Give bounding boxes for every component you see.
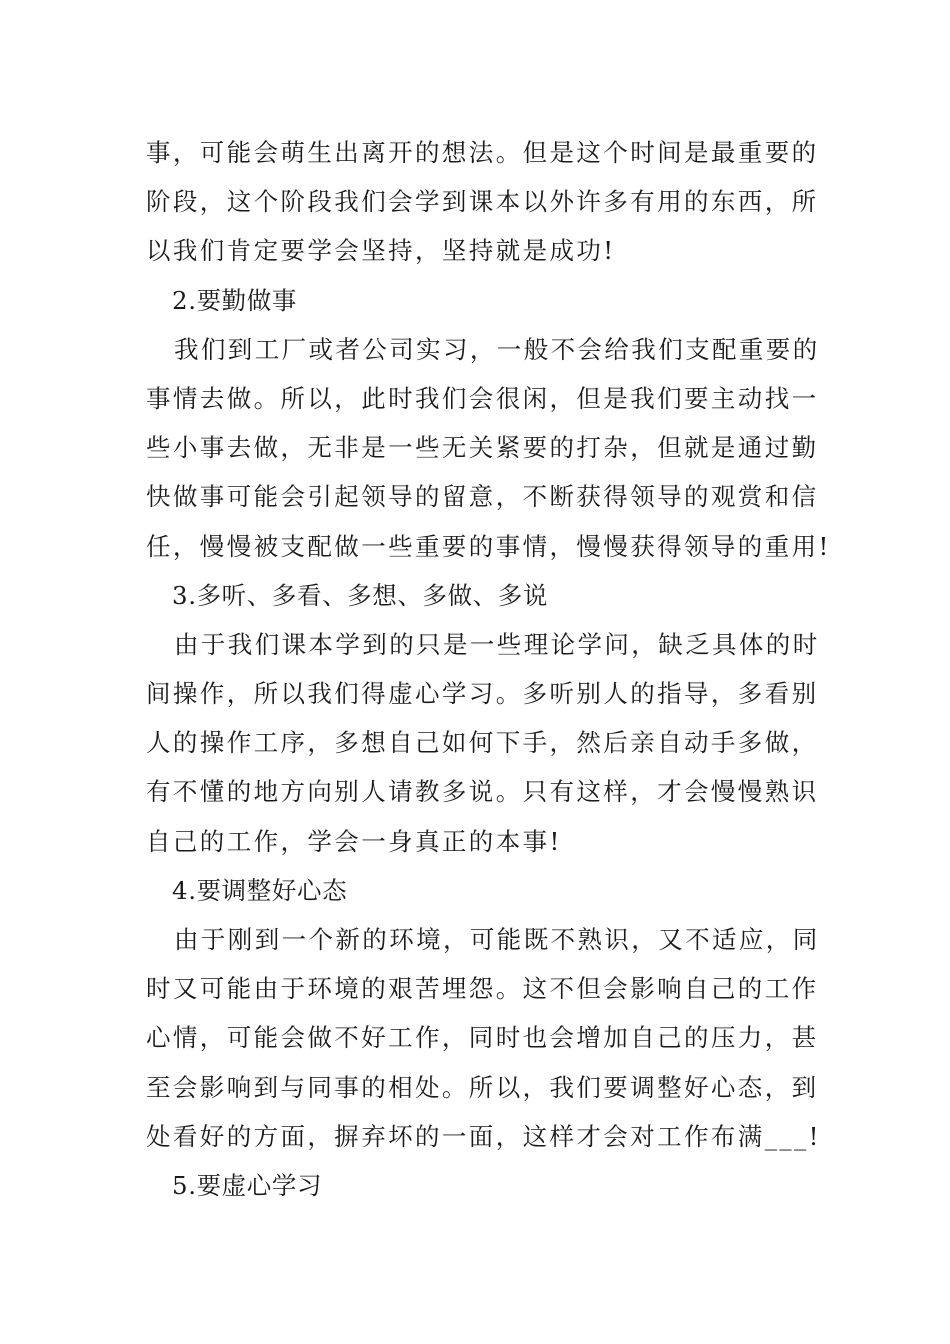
paragraph-line: 心情，可能会做不好工作，同时也会增加自己的压力，甚 xyxy=(146,1023,819,1053)
paragraph-line: 些小事去做，无非是一些无关紧要的打杂，但就是通过勤 xyxy=(146,433,819,463)
paragraph-line: 间操作，所以我们得虚心学习。多听别人的指导，多看别 xyxy=(146,679,819,709)
paragraph-line: 人的操作工序，多想自己如何下手，然后亲自动手多做， xyxy=(146,728,819,758)
paragraph-line: 事，可能会萌生出离开的想法。但是这个时间是最重要的 xyxy=(146,138,819,167)
section-heading: 3.多听、多看、多想、多做、多说 xyxy=(172,580,548,610)
paragraph-line: 阶段，这个阶段我们会学到课本以外许多有用的东西，所 xyxy=(146,187,819,217)
paragraph-line: 我们到工厂或者公司实习，一般不会给我们支配重要的 xyxy=(174,334,820,364)
paragraph-line: 快做事可能会引起领导的留意，不断获得领导的观赏和信 xyxy=(146,482,819,512)
paragraph-line: 由于我们课本学到的只是一些理论学问，缺乏具体的时 xyxy=(174,629,820,659)
paragraph-line: 时又可能由于环境的艰苦埋怨。这不但会影响自己的工作 xyxy=(146,974,819,1004)
paragraph-line: 至会影响到与同事的相处。所以，我们要调整好心态，到 xyxy=(146,1072,819,1102)
paragraph-line: 任，慢慢被支配做一些重要的事情，慢慢获得领导的重用! xyxy=(146,531,831,561)
section-heading: 5.要虚心学习 xyxy=(172,1170,323,1200)
paragraph-line: 以我们肯定要学会坚持，坚持就是成功! xyxy=(146,236,616,266)
document-body xyxy=(146,128,831,1210)
paragraph-line: 事情去做。所以，此时我们会很闲，但是我们要主动找一 xyxy=(146,383,819,413)
paragraph-line: 由于刚到一个新的环境，可能既不熟识，又不适应，同 xyxy=(174,925,820,954)
paragraph-line: 处看好的方面，摒弃坏的一面，这样才会对工作布满___! xyxy=(146,1121,821,1151)
paragraph-line: 自己的工作，学会一身真正的本事! xyxy=(146,826,562,856)
paragraph-line: 有不懂的地方向别人请教多说。只有这样，才会慢慢熟识 xyxy=(146,777,819,807)
section-heading: 2.要勤做事 xyxy=(172,285,297,315)
section-heading: 4.要调整好心态 xyxy=(172,875,348,905)
